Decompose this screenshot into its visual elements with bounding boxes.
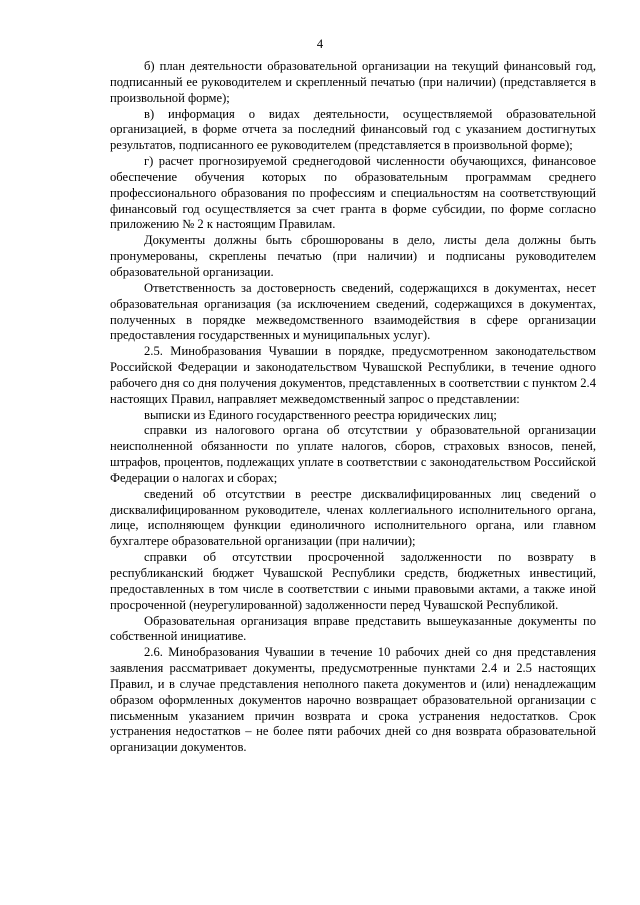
paragraph-documents-binding: Документы должны быть сброшюрованы в дело, листы дела должны быть пронумерованы, скреплены печатью (при наличии) и подписаны руководителем образовательной организации. [110,233,596,279]
paragraph-section-2-5: 2.5. Минобразования Чувашии в порядке, предусмотренном законодательством Российской Федерации и законодательством Чувашской Республики, в течение одного рабочего дня со дня получения документов, представленных в соответствии с пунктом 2.4 настоящих Правил, направляет межведомственный запрос о представлении: [110,344,596,406]
paragraph-own-initiative: Образовательная организация вправе представить вышеуказанные документы по собственной инициативе. [110,613,596,644]
paragraph-item-g: г) расчет прогнозируемой среднегодовой численности обучающихся, финансовое обеспечение обучения которых по образовательным программам среднего профессионального образования по профессиям и специальностям на соответствующий финансовый год осуществляется за счет гранта в форме субсидии, по форме согласно приложению № 2 к настоящим Правилам. [110,154,596,232]
paragraph-overdue-debt: справки об отсутствии просроченной задолженности по возврату в республиканский бюджет Чувашской Республики средств, бюджетных инвестиций, предоставленных в том числе в соответствии с иными правовыми актами, а также иной просроченной (неурегулированной) задолженности перед Чувашской Республикой. [110,550,596,612]
paragraph-item-b: б) план деятельности образовательной организации на текущий финансовый год, подписанный ее руководителем и скрепленный печатью (при наличии) (представляется в произвольной форме); [110,59,596,105]
paragraph-item-v: в) информация о видах деятельности, осуществляемой образовательной организацией, в форме отчета за последний финансовый год с указанием достигнутых результатов, подписанного ее руководителем (представляется в произвольной форме); [110,106,596,153]
paragraph-tax-certificate: справки из налогового органа об отсутствии у образовательной организации неисполненной обязанности по уплате налогов, сборов, страховых взносов, пеней, штрафов, процентов, подлежащих уплате в соответствии с законодательством Российской Федерации о налогах и сборах; [110,423,596,485]
page-number: 4 [316,37,324,51]
document-body [110,59,596,756]
paragraph-registry-extract: выписки из Единого государственного реестра юридических лиц; [144,407,497,422]
paragraph-section-2-6: 2.6. Минобразования Чувашии в течение 10 рабочих дней со дня представления заявления рассматривает документы, предусмотренные пунктами 2.4 и 2.5 настоящих Правил, и в случае представления неполного пакета документов и (или) ненадлежащим образом оформленных документов нарочно возвращает образовательной организации с письменным указанием причин возврата и срока устранения недостатков. Срок устранения недостатков – не более пяти рабочих дней со дня возврата образовательной организации документов. [110,645,596,755]
paragraph-responsibility: Ответственность за достоверность сведений, содержащихся в документах, несет образовательная организация (за исключением сведений, содержащихся в документах, полученных в порядке межведомственного взаимодействия в сфере организации предоставления государственных и муниципальных услуг). [110,280,596,343]
paragraph-disqualified-persons: сведений об отсутствии в реестре дисквалифицированных лиц сведений о дисквалифицированном руководителе, членах коллегиального исполнительного органа, лице, исполняющем функции единоличного исполнительного органа, или главном бухгалтере образовательной организации (при наличии); [110,486,596,549]
